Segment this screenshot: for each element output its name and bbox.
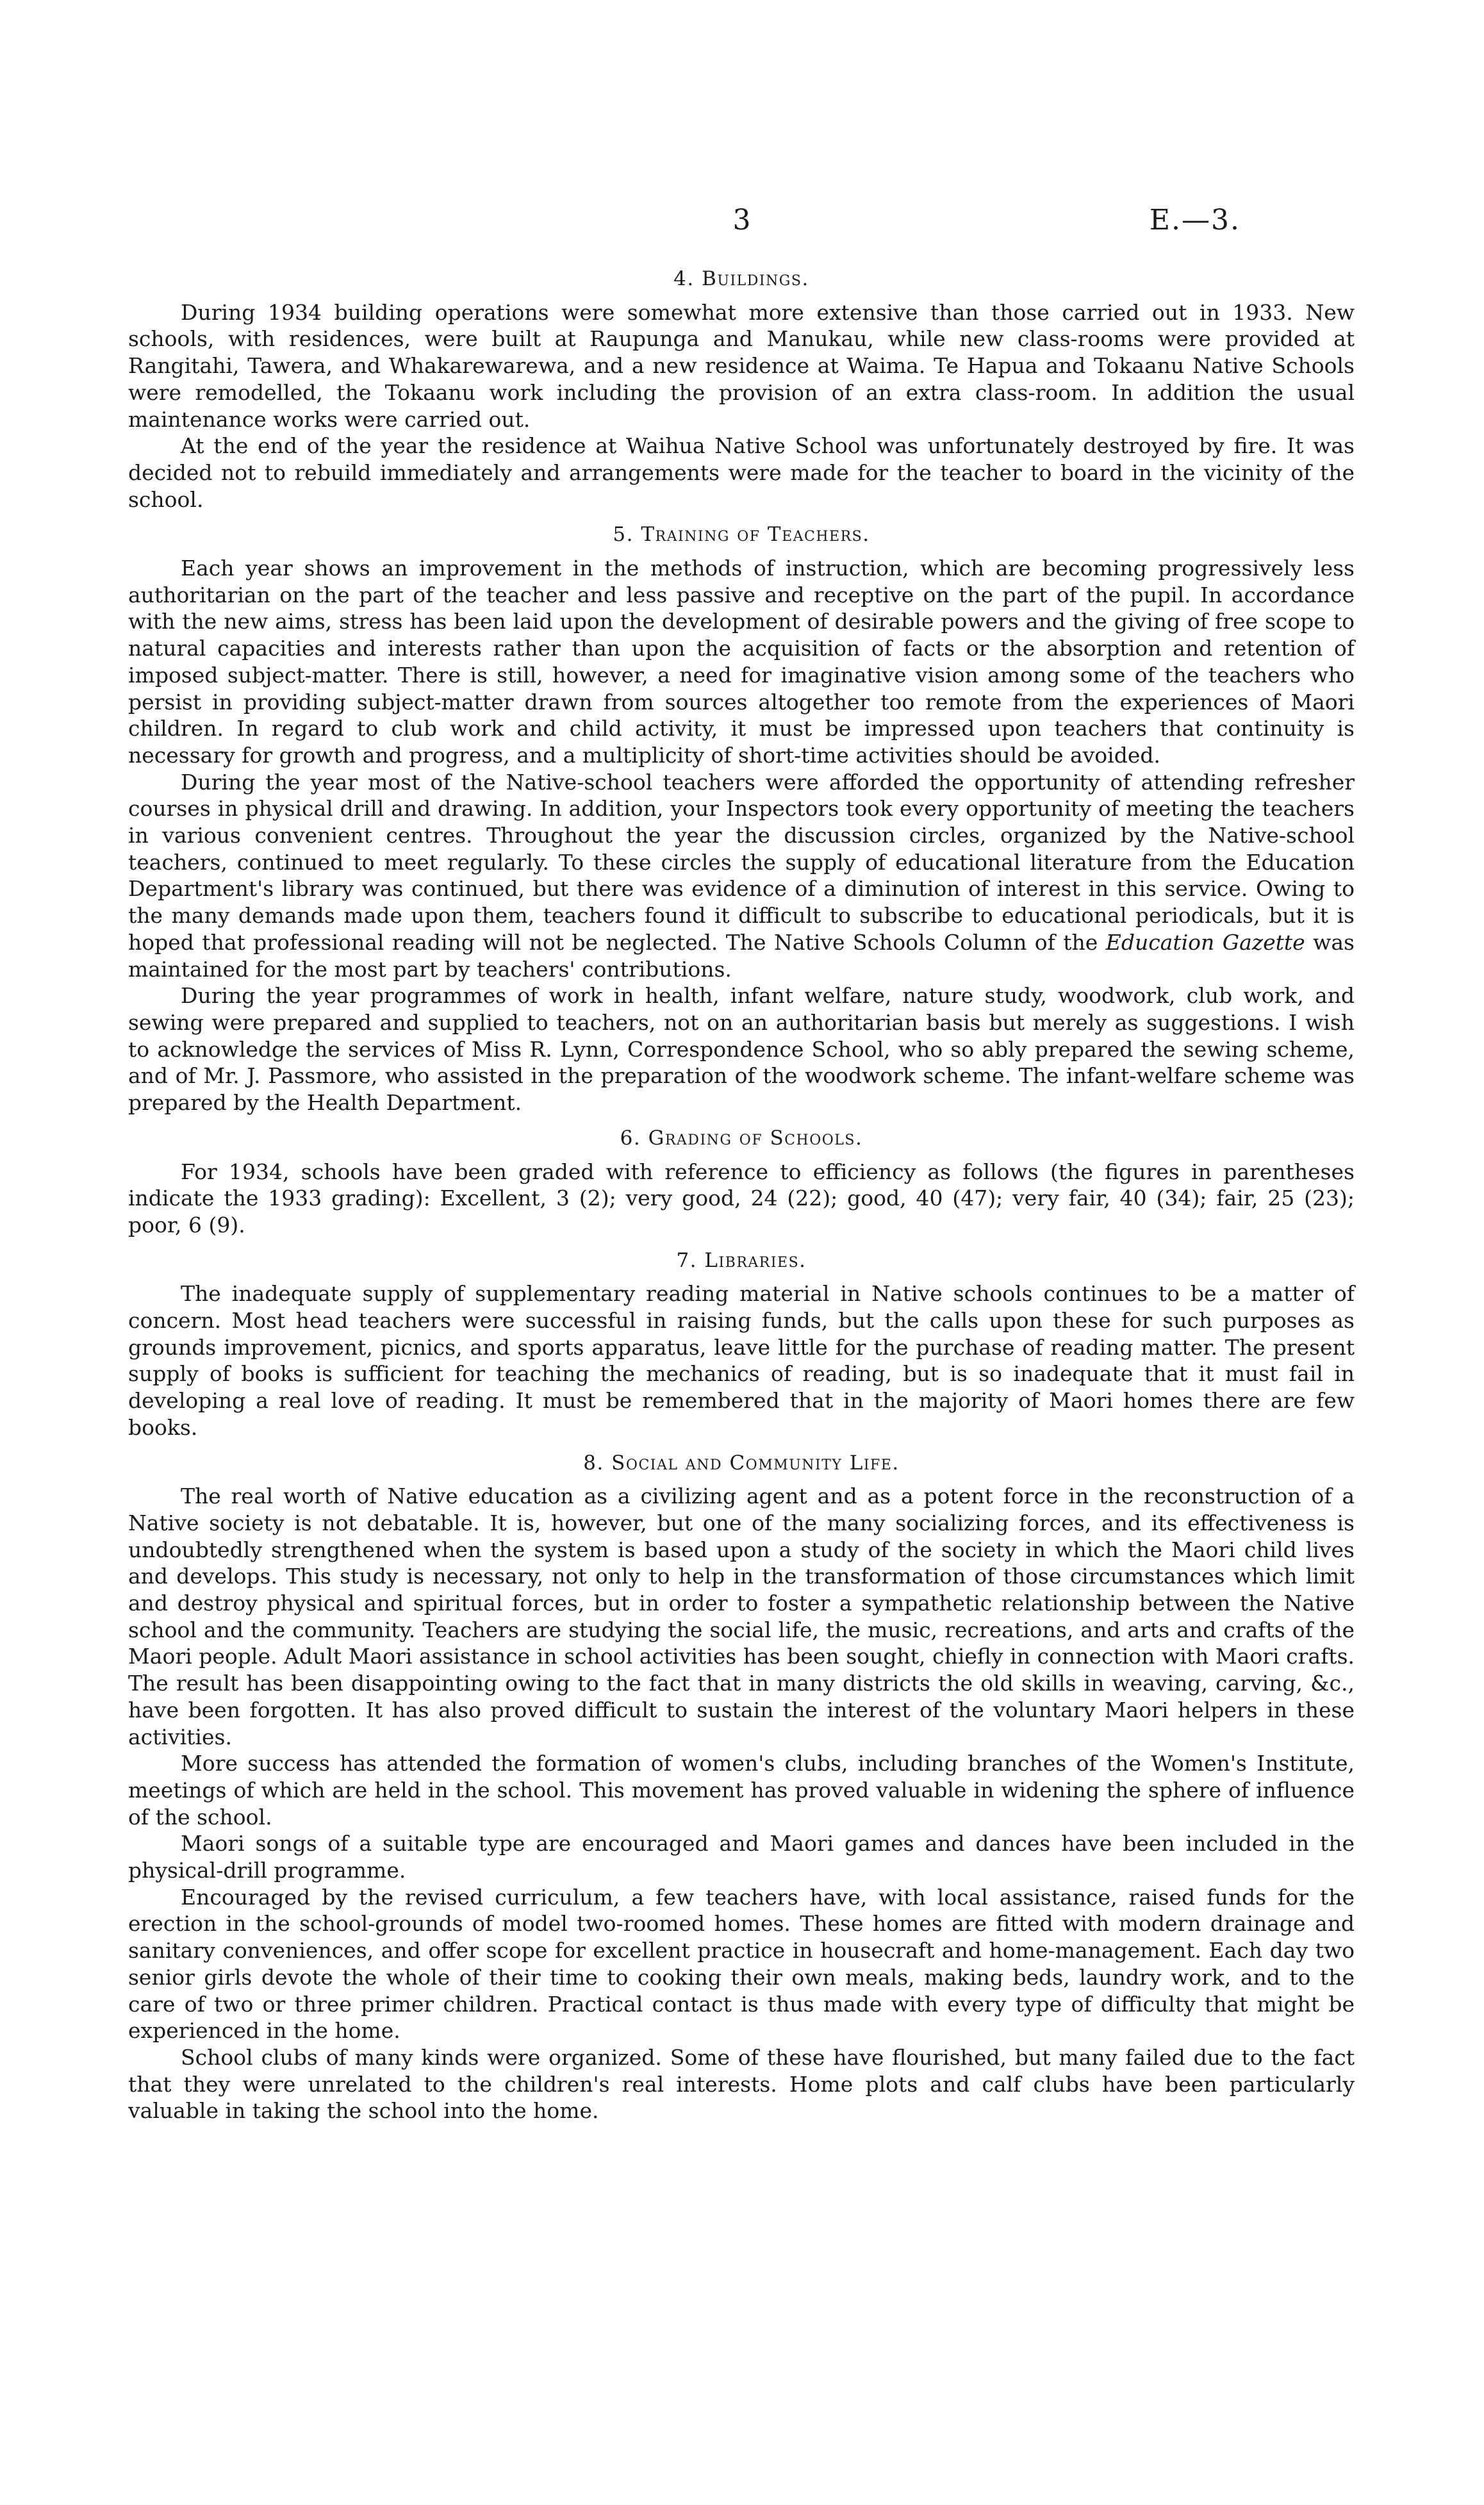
publication-title: Education Gazette — [1105, 929, 1305, 955]
paragraph: School clubs of many kinds were organized. Some of these have flourished, but many failed due to the fact that they were unrelated to the children's real interests. Home plots and calf clubs have been particularly valuable in taking the school into the home. — [128, 2045, 1355, 2124]
page-number: 3 — [732, 204, 752, 236]
section-heading-buildings: 4. Buildings. — [673, 267, 809, 290]
paragraph: During 1934 building operations were somewhat more extensive than those carried out in 1933. New schools, with residences, were built at Raupunga and Manukau, while new class-rooms were provided at Rangitahi, Tawera, and Whakarewarewa, and a new residence at Waima. Te Hapua and Tokaanu Native Schools were remodelled, the Tokaanu work including the provision of an extra class-room. In addition the usual maintenance works were carried out. — [128, 299, 1355, 432]
paragraph: At the end of the year the residence at Waihua Native School was unfortunately destroyed by fire. It was decided not to rebuild immediately and arrangements were made for the teacher to board in the vicinity of the school. — [128, 433, 1355, 512]
paragraph: During the year programmes of work in health, infant welfare, nature study, woodwork, club work, and sewing were prepared and supplied to teachers, not on an authoritarian basis but merely as suggestions. I wish to acknowledge the services of Miss R. Lynn, Correspondence School, who so ably prepared the sewing scheme, and of Mr. J. Passmore, who assisted in the preparation of the woodwork scheme. The infant-welfare scheme was prepared by the Health Department. — [128, 983, 1355, 1116]
paragraph-text: During the year most of the Native-school teachers were afforded the opportunity of attending refresher courses in physical drill and drawing. In addition, your Inspectors took every opportunity of meeting the teachers in various convenient centres. Throughout the year the discussion circles, organized by the Native-school teachers, continued to meet regularly. To these circles the supply of educational literature from the Education Department's library was continued, but there was evidence of a diminution of interest in this service. Owing to the many demands made upon them, teachers found it difficult to subscribe to educational periodicals, but it is hoped that professional reading will not be neglected. The Native Schools Column of the — [128, 769, 1355, 955]
paragraph: For 1934, schools have been graded with reference to efficiency as follows (the figures in parentheses indicate the 1933 grading): Excellent, 3 (2); very good, 24 (22); good, 40 (47); very fair, 40 (34); fair, 25 (23); poor, 6 (9). — [128, 1159, 1355, 1237]
section-heading-social-and-community-life: 8. Social and Community Life. — [583, 1451, 900, 1475]
body-text — [128, 266, 1355, 2124]
paragraph — [128, 769, 1355, 983]
paragraph: Each year shows an improvement in the methods of instruction, which are becoming progressively less authoritarian on the part of the teacher and less passive and receptive on the part of the pupil. In accordance with the new aims, stress has been laid upon the development of desirable powers and the giving of free scope to natural capacities and interests rather than upon the acquisition of facts or the absorption and retention of imposed subject-matter. There is still, however, a need for imaginative vision among some of the teachers who persist in providing subject-matter drawn from sources altogether too remote from the experiences of Maori children. In regard to club work and child activity, it must be impressed upon teachers that continuity is necessary for growth and progress, and a multiplicity of short-time activities should be avoided. — [128, 556, 1355, 768]
paragraph: The inadequate supply of supplementary reading material in Native schools continues to be a matter of concern. Most head teachers were successful in raising funds, but the calls upon these for such purposes as grounds improvement, picnics, and sports apparatus, leave little for the purchase of reading matter. The present supply of books is sufficient for teaching the mechanics of reading, but is so inadequate that it must fail in developing a real love of reading. It must be remembered that in the majority of Maori homes there are few books. — [128, 1281, 1355, 1440]
paragraph: The real worth of Native education as a civilizing agent and as a potent force in the reconstruction of a Native society is not debatable. It is, however, but one of the many socializing forces, and its effectiveness is undoubtedly strengthened when the system is based upon a study of the society in which the Maori child lives and develops. This study is necessary, not only to help in the transformation of those circumstances which limit and destroy physical and spiritual forces, but in order to foster a sympathetic relationship between the Native school and the community. Teachers are studying the social life, the music, recreations, and arts and crafts of the Maori people. Adult Maori assistance in school activities has been sought, chiefly in connection with Maori crafts. The result has been disappointing owing to the fact that in many districts the old skills in weaving, carving, &c., have been forgotten. It has also proved difficult to sustain the interest of the voluntary Maori helpers in these activities. — [128, 1484, 1355, 1749]
paragraph: More success has attended the formation of women's clubs, including branches of the Women's Institute, meetings of which are held in the school. This movement has proved valuable in widening the sphere of influence of the school. — [128, 1751, 1355, 1830]
paragraph-text: was maintained for the most part by teachers' contributions. — [128, 929, 1355, 982]
section-heading-grading-of-schools: 6. Grading of Schools. — [620, 1126, 863, 1150]
paragraph: Maori songs of a suitable type are encouraged and Maori games and dances have been included in the physical-drill programme. — [128, 1831, 1355, 1883]
paragraph: Encouraged by the revised curriculum, a few teachers have, with local assistance, raised funds for the erection in the school-grounds of model two-roomed homes. These homes are fitted with modern drainage and sanitary conveniences, and offer scope for excellent practice in housecraft and home-management. Each day two senior girls devote the whole of their time to cooking their own meals, making beds, laundry work, and to the care of two or three primer children. Practical contact is thus made with every type of difficulty that might be experienced in the home. — [128, 1884, 1355, 2044]
section-heading-training-of-teachers: 5. Training of Teachers. — [613, 523, 870, 547]
document-reference: E.—3. — [1149, 204, 1241, 236]
section-heading-libraries: 7. Libraries. — [676, 1248, 807, 1272]
